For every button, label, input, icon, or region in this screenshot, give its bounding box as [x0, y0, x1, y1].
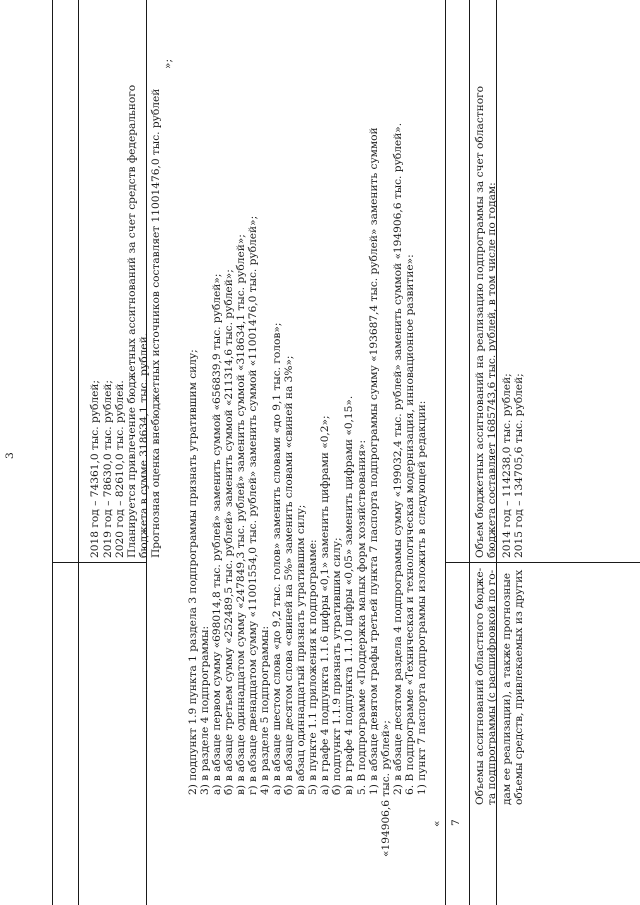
body-line: а) в абзаце первом сумму «698014,8 тыс. рублей» заменить суммой «656839,9 тыс. рублей»;: [211, 273, 223, 795]
bottom-table-right-line: бюджета составляет 1685743,6 тыс. рублей, в том числе по годам:: [486, 182, 498, 558]
body-line: 1) пункт 7 паспорта подпрограммы изложить в следующей редакции:: [416, 400, 428, 795]
body-line: 2) подпункт 1.9 пункта 1 раздела 3 подпрограммы признать утратившим силу;: [187, 349, 199, 795]
bottom-table-left-line: та подпрограммы (с расшифровкой по го-: [486, 569, 498, 805]
top-table-line: Прогнозная оценка внебюджетных источников составляет 11001476,0 тыс. рублей: [150, 88, 162, 558]
bottom-table-left-line: объемы средств, привлекаемых из других: [513, 569, 525, 805]
body-line: 6. В подпрограмме «Техническая и технологическая модернизация, инновационное развитие»:: [404, 254, 416, 795]
bottom-table-border: [445, 0, 446, 905]
body-line: 3) в разделе 4 подпрограммы:: [199, 625, 211, 795]
body-line: а) в абзаце шестом слова «до 9,2 тыс. голов» заменить словами «до 9,1 тыс. голов»;: [271, 322, 283, 795]
body-line: в) абзац одиннадцатый признать утратившим силу;: [295, 504, 307, 795]
body-line: 5. В подпрограмме «Поддержка малых форм хозяйствования»:: [356, 439, 368, 795]
bottom-table-divider: [469, 0, 470, 905]
body-line: «194906,6 тыс. рублей»;: [380, 720, 392, 857]
body-line: б) подпункт 1.1.9 признать утратившим силу;: [331, 537, 343, 795]
bottom-table-left-line: дам ее реализации), а также прогнозные: [501, 572, 513, 805]
top-table-closing: »;: [162, 58, 174, 69]
body-line: в) в графе 4 подпункта 1.1.10 цифры «0,05» заменить цифрами «0,15».: [343, 395, 355, 795]
top-table-divider: [52, 562, 146, 563]
body-line: б) в абзаце десятом слова «свиней на 5%» заменить словами «свиней на 3%»;: [283, 355, 295, 795]
bottom-table-right-line: Объем бюджетных ассигнований на реализацию подпрограммы за счет областного: [474, 85, 486, 558]
page-number: 3: [4, 452, 16, 459]
bottom-table-right-line: 2015 год – 134705,6 тыс. рублей;: [513, 373, 525, 558]
bottom-table-divider: [445, 562, 640, 563]
body-line: 5) в пункте 1.1 приложения к подпрограмме:: [307, 539, 319, 795]
body-line: 4) в разделе 5 подпрограммы:: [259, 625, 271, 795]
body-line: б) в абзаце третьем сумму «252489,5 тыс. рублей» заменить суммой «211314,6 тыс. рублей»;: [223, 269, 235, 795]
bottom-table-left-line: Объемы ассигнований областного бюдже-: [474, 567, 486, 805]
body-line: а) в графе 4 подпункта 1.1.6 цифры «0,1» заменить цифрами «0,2»;: [319, 415, 331, 795]
body-line: «: [431, 820, 443, 827]
bottom-table-right-line: 2014 год – 114238,0 тыс. рублей;: [501, 373, 513, 558]
body-line: 1) в абзаце девятом графы третьей пункта 7 паспорта подпрограммы сумму «193687,4 тыс. рублей» заменить суммой: [368, 127, 380, 795]
top-table-line: 2018 год – 74361,0 тыс. рублей;: [89, 380, 101, 558]
body-line: 2) в абзаце десятом раздела 4 подпрограммы сумму «199032,4 тыс. рублей» заменить суммой «194906,6 тыс. рублей».: [392, 122, 404, 795]
top-table-line: бюджета в сумме 318634,1 тыс. рублей.: [138, 333, 150, 558]
body-line: г) в абзаце двенадцатом сумму «11001554,0 тыс. рублей» заменить суммой «11001476,0 тыс. рублей»;: [247, 215, 259, 795]
top-table-divider: [78, 0, 79, 905]
top-table-line: 2020 год – 82610,0 тыс. рублей.: [114, 380, 126, 558]
top-table-border: [52, 0, 53, 905]
bottom-table-number: 7: [450, 819, 462, 826]
top-table-line: Планируется привлечение бюджетных ассигнований за счет средств федерального: [126, 84, 138, 558]
body-line: в) в абзаце одиннадцатом сумму «247849,3 тыс. рублей» заменить суммой «318634,1 тыс. рублей»;: [235, 234, 247, 795]
top-table-line: 2019 год – 78630,0 тыс. рублей;: [102, 380, 114, 558]
